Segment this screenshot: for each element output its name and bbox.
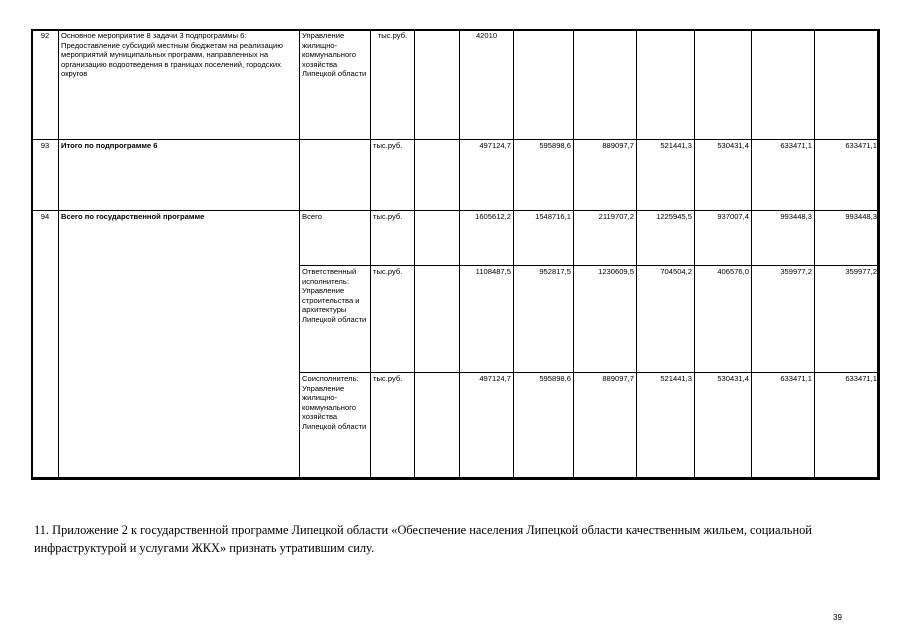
value-cell: 359977,2 [815,266,880,373]
unit: тыс.руб. [371,30,415,140]
executor [300,140,371,211]
unit: тыс.руб. [371,266,415,373]
code-cell [415,373,460,480]
value-cell: 889097,7 [574,140,637,211]
value-cell: 521441,3 [637,373,695,480]
value-cell: 952817,5 [514,266,574,373]
value-cell: 633471,1 [752,140,815,211]
value-cell: 889097,7 [574,373,637,480]
executor: Управление жилищно-коммунального хозяйства Липецкой области [300,30,371,140]
value-cell [695,30,752,140]
value-cell: 497124,7 [460,140,514,211]
row-number: 94 [32,211,59,480]
value-cell: 993448,3 [815,211,880,266]
value-cell: 937007,4 [695,211,752,266]
unit: тыс.руб. [371,211,415,266]
value-cell [574,30,637,140]
executor: Всего [300,211,371,266]
value-cell: 497124,7 [460,373,514,480]
value-cell: 993448,3 [752,211,815,266]
row-number: 92 [32,30,59,140]
value-cell: 359977,2 [752,266,815,373]
code-cell [415,30,460,140]
activity-name: Всего по государственной программе [59,211,300,480]
value-cell: 1605612,2 [460,211,514,266]
value-cell: 633471,1 [815,373,880,480]
value-cell: 595898,6 [514,373,574,480]
value-cell: 521441,3 [637,140,695,211]
value-cell: 1108487,5 [460,266,514,373]
value-cell: 530431,4 [695,140,752,211]
value-cell: 406576,0 [695,266,752,373]
page-number: 39 [833,613,842,622]
value-cell [514,30,574,140]
code-cell [415,140,460,211]
value-cell: 2119707,2 [574,211,637,266]
value-cell: 1548716,1 [514,211,574,266]
table-row-92 [32,30,880,140]
value-cell [815,30,880,140]
unit: тыс.руб. [371,373,415,480]
amendment-paragraph: 11. Приложение 2 к государственной программе Липецкой области «Обеспечение населения Липецкой области качественным жильем, социальной инфраструктурой и услугами ЖКХ» признать утратившим силу. [34,523,812,555]
executor: Ответственный исполнитель: Управление строительства и архитектуры Липецкой области [300,266,371,373]
value-cell: 633471,1 [815,140,880,211]
budget-table [31,29,880,480]
value-cell: 42010 [460,30,514,140]
value-cell: 1225945,5 [637,211,695,266]
value-cell: 1230609,5 [574,266,637,373]
code-cell [415,211,460,266]
code-cell [415,266,460,373]
value-cell: 530431,4 [695,373,752,480]
value-cell [752,30,815,140]
row-number: 93 [32,140,59,211]
value-cell: 633471,1 [752,373,815,480]
activity-name: Итого по подпрограмме 6 [59,140,300,211]
value-cell [637,30,695,140]
activity-name: Основное мероприятие 8 задачи 3 подпрограммы 6: Предоставление субсидий местным бюджетам на реализацию мероприятий муниципальных программ, направленных на организацию водоотведения в границах поселений, городских округов [59,30,300,140]
value-cell: 704504,2 [637,266,695,373]
table-row-94-total [32,211,880,266]
table-row-93 [32,140,880,211]
executor: Соисполнитель: Управление жилищно-коммунального хозяйства Липецкой области [300,373,371,480]
unit: тыс.руб. [371,140,415,211]
value-cell: 595898,6 [514,140,574,211]
